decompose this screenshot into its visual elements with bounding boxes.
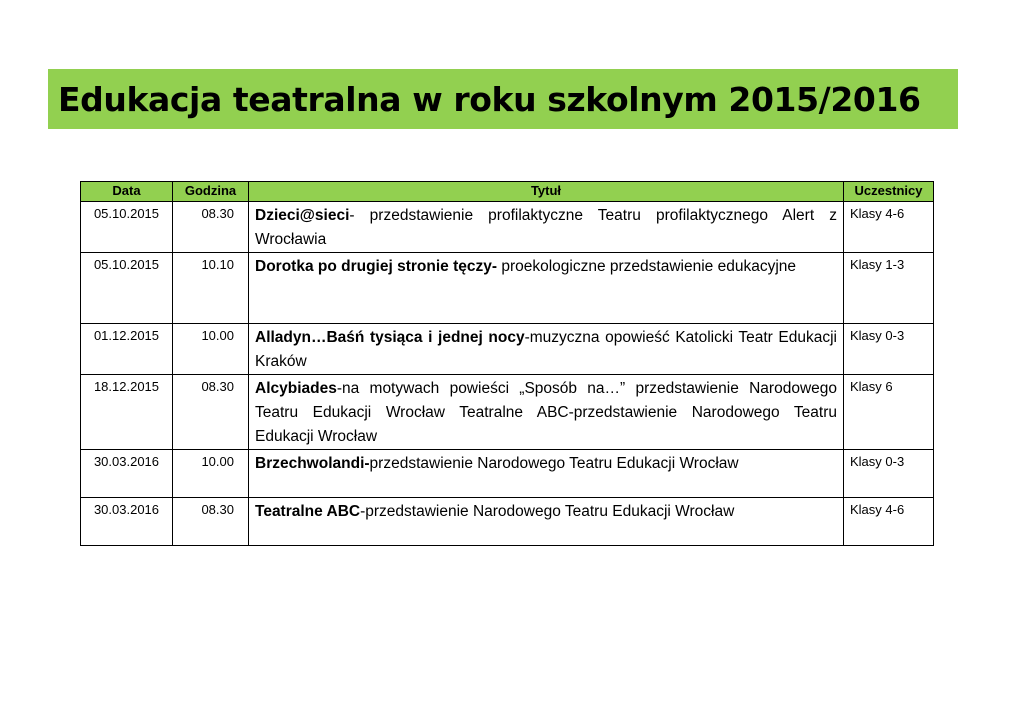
event-name: Brzechwolandi- xyxy=(255,455,370,472)
table-row xyxy=(81,450,934,498)
event-name: Alcybiades xyxy=(255,380,337,397)
header-time: Godzina xyxy=(173,182,249,202)
event-description: -na motywach powieści „Sposób na…” przedstawienie Narodowego Teatru Edukacji Wrocław Teatralne ABC-przedstawienie Narodowego Teatru Edukacji Wrocław xyxy=(255,380,837,445)
header-date: Data xyxy=(81,182,173,202)
header-participants: Uczestnicy xyxy=(844,182,934,202)
cell-participants: Klasy 0-3 xyxy=(844,324,934,375)
schedule-table xyxy=(80,181,934,546)
event-description: -muzyczna opowieść Katolicki Teatr Edukacji Kraków xyxy=(255,329,837,370)
title-banner xyxy=(48,69,958,129)
cell-title xyxy=(249,450,844,498)
cell-time: 08.30 xyxy=(173,498,249,546)
cell-date: 01.12.2015 xyxy=(81,324,173,375)
cell-participants: Klasy 1-3 xyxy=(844,253,934,324)
cell-time: 08.30 xyxy=(173,202,249,253)
cell-participants: Klasy 6 xyxy=(844,375,934,450)
cell-date: 30.03.2016 xyxy=(81,498,173,546)
event-description: -przedstawienie Narodowego Teatru Edukacji Wrocław xyxy=(360,503,735,520)
cell-date: 05.10.2015 xyxy=(81,202,173,253)
cell-participants: Klasy 0-3 xyxy=(844,450,934,498)
event-name: Dorotka po drugiej stronie tęczy- xyxy=(255,258,498,275)
cell-title xyxy=(249,498,844,546)
cell-title xyxy=(249,324,844,375)
table-row xyxy=(81,202,934,253)
event-name: Dzieci@sieci xyxy=(255,207,350,224)
event-name: Teatralne ABC xyxy=(255,503,361,520)
cell-title xyxy=(249,375,844,450)
cell-time: 10.10 xyxy=(173,253,249,324)
cell-time: 10.00 xyxy=(173,324,249,375)
table-row xyxy=(81,375,934,450)
event-name: Alladyn…Baśń tysiąca i jednej nocy xyxy=(255,329,525,346)
table-row xyxy=(81,324,934,375)
cell-title xyxy=(249,253,844,324)
event-description: proekologiczne przedstawienie edukacyjne xyxy=(497,258,797,275)
cell-participants: Klasy 4-6 xyxy=(844,202,934,253)
header-row xyxy=(81,182,934,202)
cell-date: 05.10.2015 xyxy=(81,253,173,324)
cell-time: 10.00 xyxy=(173,450,249,498)
header-title: Tytuł xyxy=(249,182,844,202)
event-description: - przedstawienie profilaktyczne Teatru profilaktycznego Alert z Wrocławia xyxy=(255,207,837,248)
event-description: przedstawienie Narodowego Teatru Edukacji Wrocław xyxy=(369,455,739,472)
cell-title xyxy=(249,202,844,253)
page-title: Edukacja teatralna w roku szkolnym 2015/2016 xyxy=(58,79,921,119)
table-row xyxy=(81,498,934,546)
cell-date: 18.12.2015 xyxy=(81,375,173,450)
cell-participants: Klasy 4-6 xyxy=(844,498,934,546)
cell-date: 30.03.2016 xyxy=(81,450,173,498)
cell-time: 08.30 xyxy=(173,375,249,450)
table-row xyxy=(81,253,934,324)
